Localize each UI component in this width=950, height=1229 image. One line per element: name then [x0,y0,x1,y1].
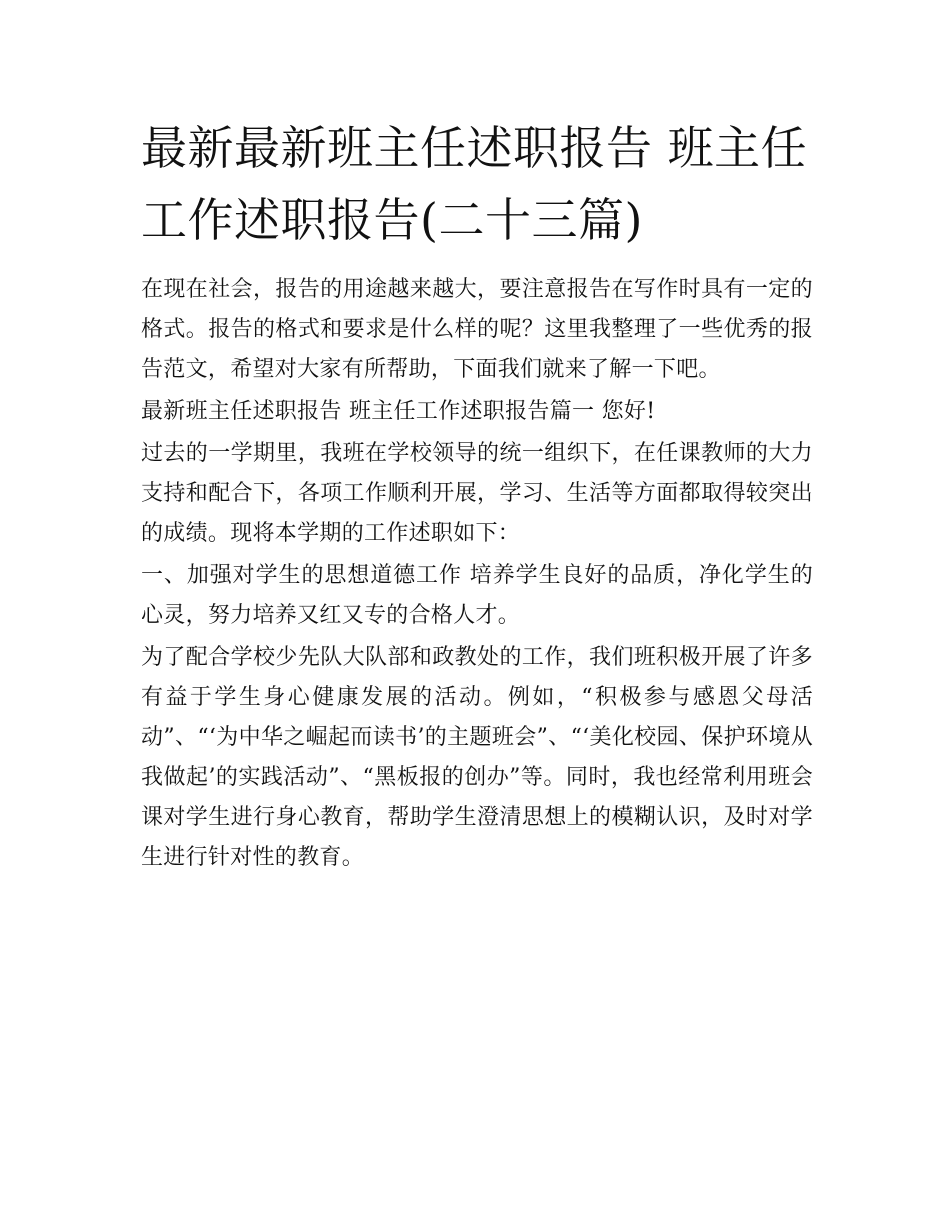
section-heading-paragraph: 最新班主任述职报告 班主任工作述职报告篇一 您好! [141,399,656,424]
document-body [141,112,813,878]
body-paragraph: 过去的一学期里，我班在学校领导的统一组织下，在任课教师的大力支持和配合下，各项工作顺利开展，学习、生活等方面都取得较突出的成绩。现将本学期的工作述职如下： [141,441,813,546]
intro-paragraph: 在现在社会，报告的用途越来越大，要注意报告在写作时具有一定的格式。报告的格式和要求是什么样的呢？这里我整理了一些优秀的报告范文，希望对大家有所帮助，下面我们就来了解一下吧。 [141,277,813,382]
document-title: 最新最新班主任述职报告 班主任工作述职报告(二十三篇) [141,121,808,247]
body-paragraph: 为了配合学校少先队大队部和政教处的工作，我们班积极开展了许多有益于学生身心健康发展的活动。例如，“积极参与感恩父母活动”、“‘为中华之崛起而读书’的主题班会”、“‘美化校园、保护环境从我做起’的实践活动”、“黑板报的创办”等。同时，我也经常利用班会课对学生进行身心教育，帮助学生澄清思想上的模糊认识，及时对学生进行针对性的教育。 [141,645,813,870]
body-paragraph: 一、加强对学生的思想道德工作 培养学生良好的品质，净化学生的心灵，努力培养又红又专的合格人才。 [141,563,813,628]
